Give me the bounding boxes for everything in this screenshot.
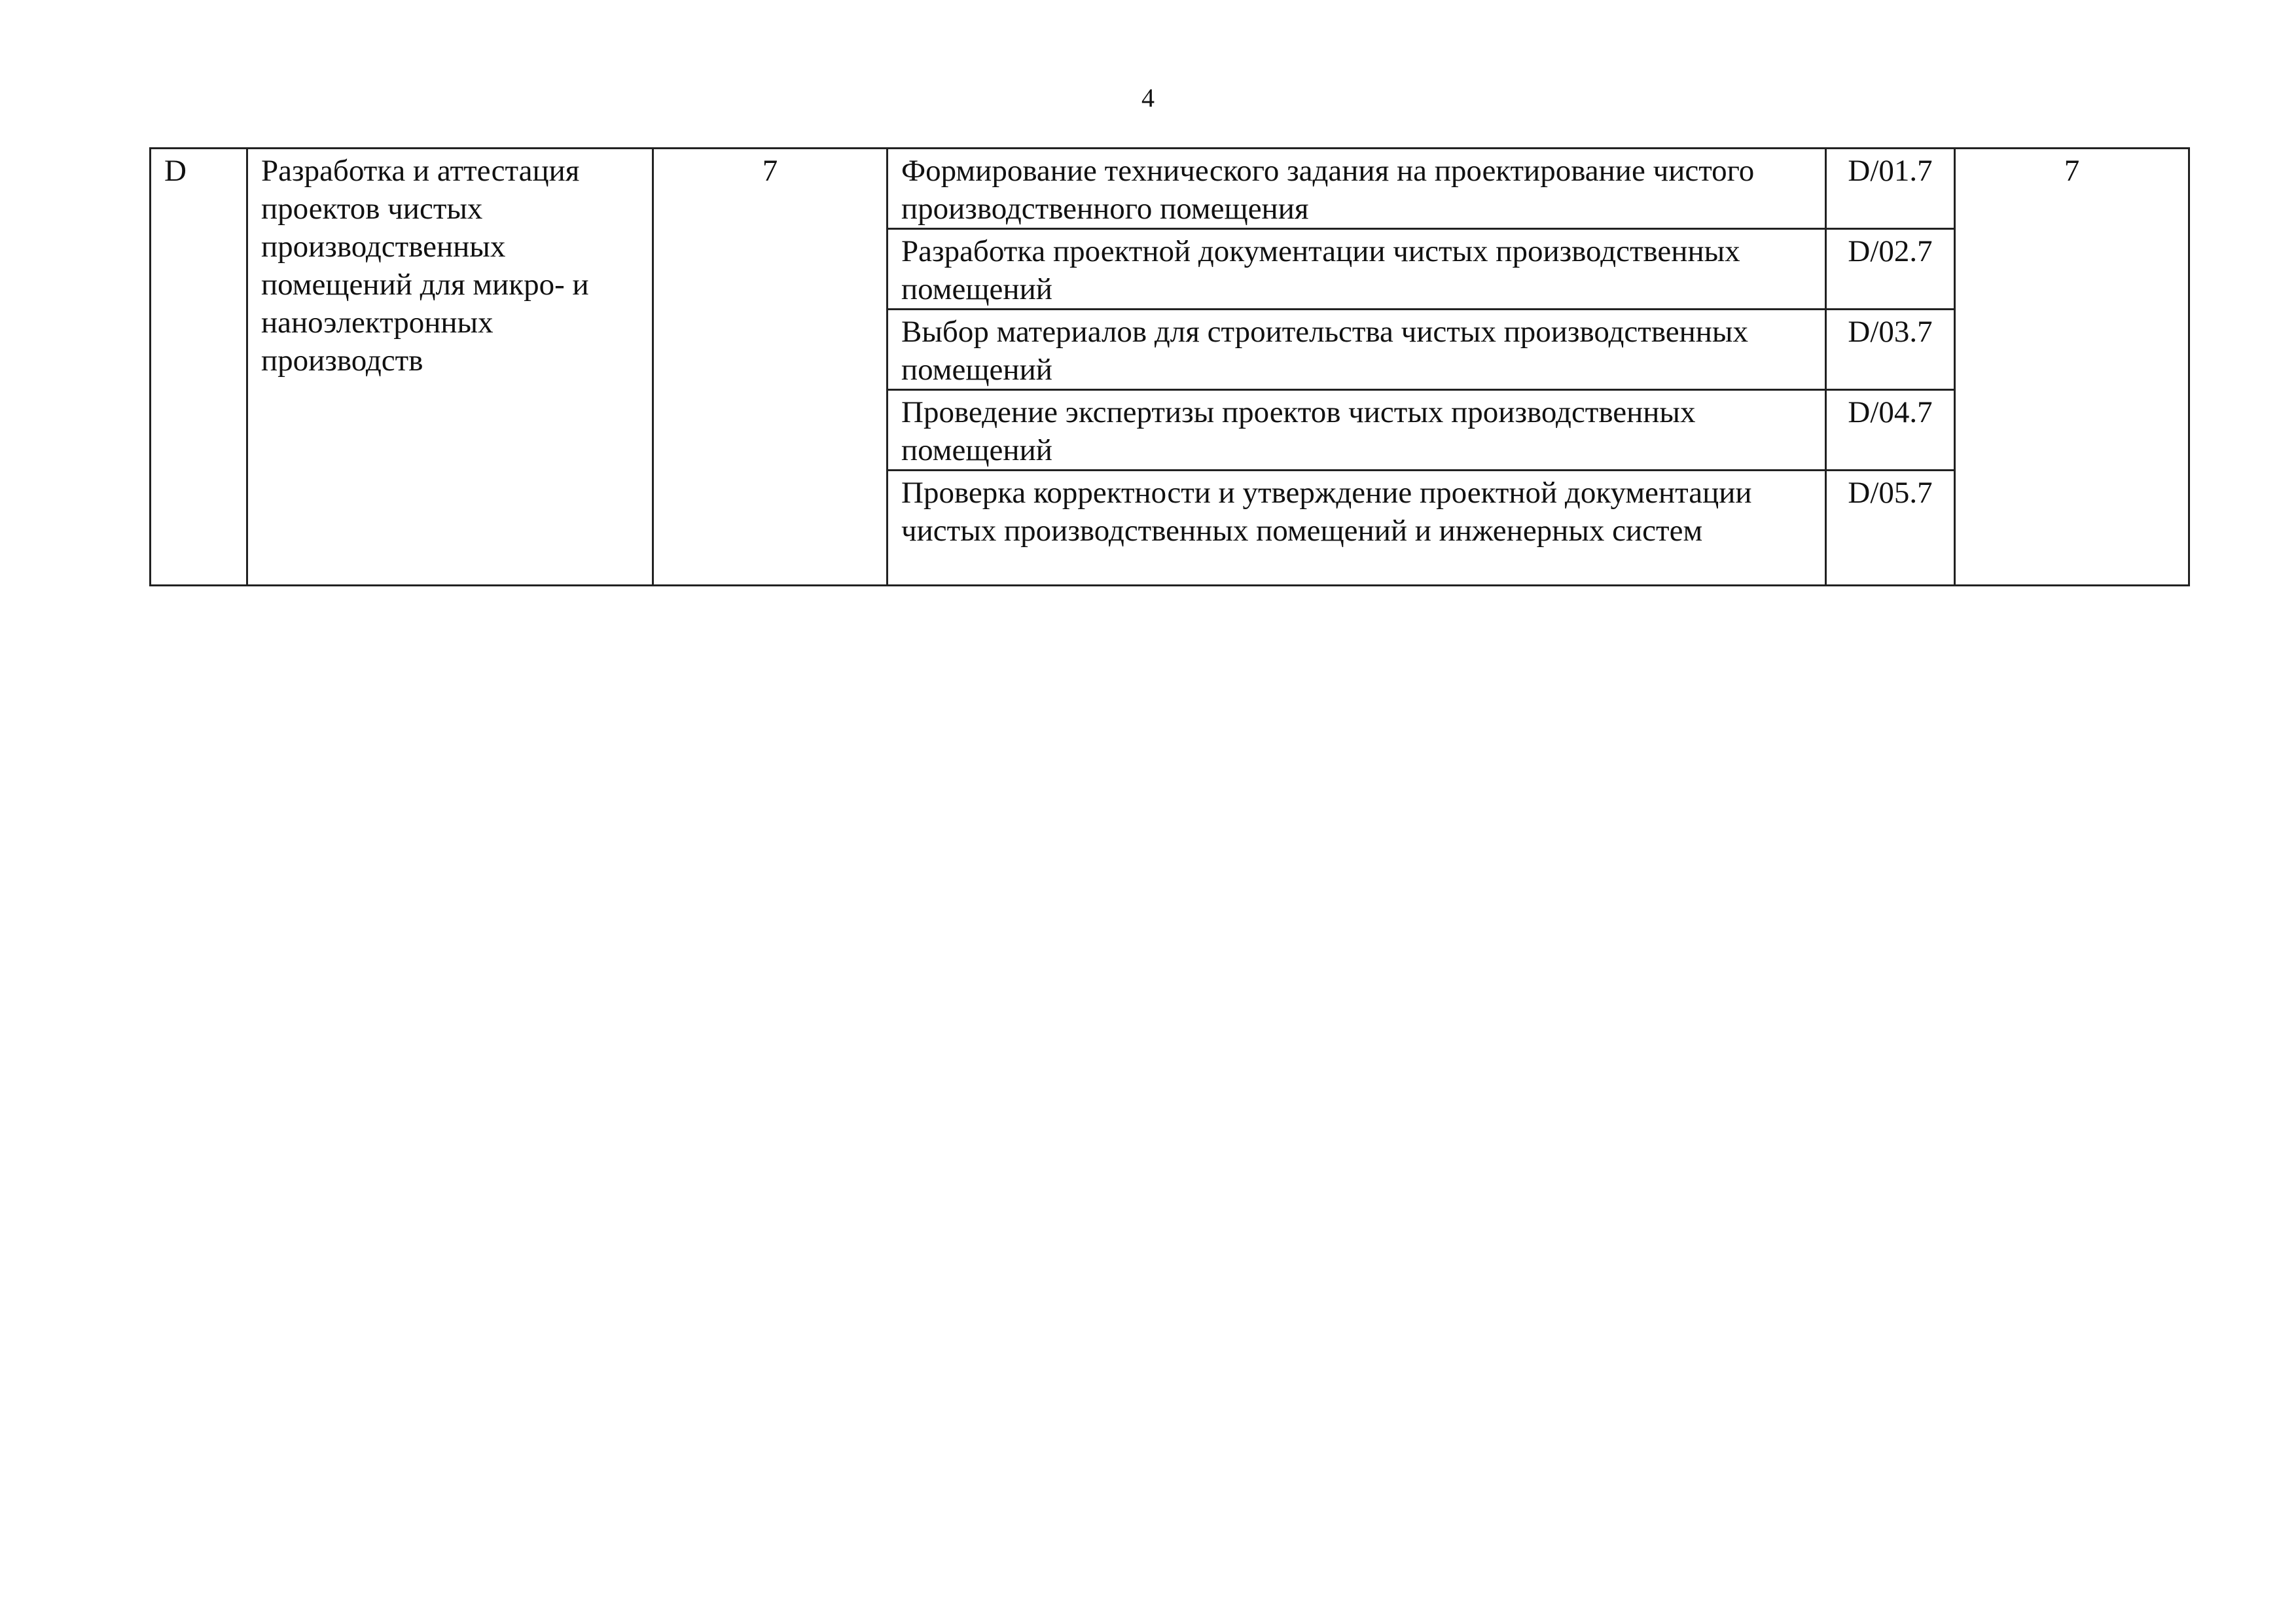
- labor-functions-level: 7: [1955, 149, 2189, 586]
- labor-function-name: Разработка проектной документации чистых производственных помещений: [888, 229, 1826, 310]
- labor-function-code: D/03.7: [1826, 310, 1955, 390]
- labor-function-name: Формирование технического задания на проектирование чистого производственного помещения: [888, 149, 1826, 229]
- functions-table: [149, 147, 2190, 586]
- labor-function-name: Выбор материалов для строительства чистых производственных помещений: [888, 310, 1826, 390]
- generalized-function-code: D: [151, 149, 247, 586]
- labor-function-code: D/05.7: [1826, 471, 1955, 586]
- page-number: 4: [1141, 83, 1155, 113]
- generalized-function-level: 7: [653, 149, 888, 586]
- labor-function-code: D/01.7: [1826, 149, 1955, 229]
- labor-function-code: D/02.7: [1826, 229, 1955, 310]
- labor-function-code: D/04.7: [1826, 390, 1955, 471]
- table-row: [151, 149, 2189, 229]
- labor-function-name: Проверка корректности и утверждение проектной документации чистых производственных помещений и инженерных систем: [888, 471, 1826, 586]
- labor-function-name: Проведение экспертизы проектов чистых производственных помещений: [888, 390, 1826, 471]
- generalized-function-name: Разработка и аттестация проектов чистых производственных помещений для микро- и наноэлектронных производств: [247, 149, 653, 586]
